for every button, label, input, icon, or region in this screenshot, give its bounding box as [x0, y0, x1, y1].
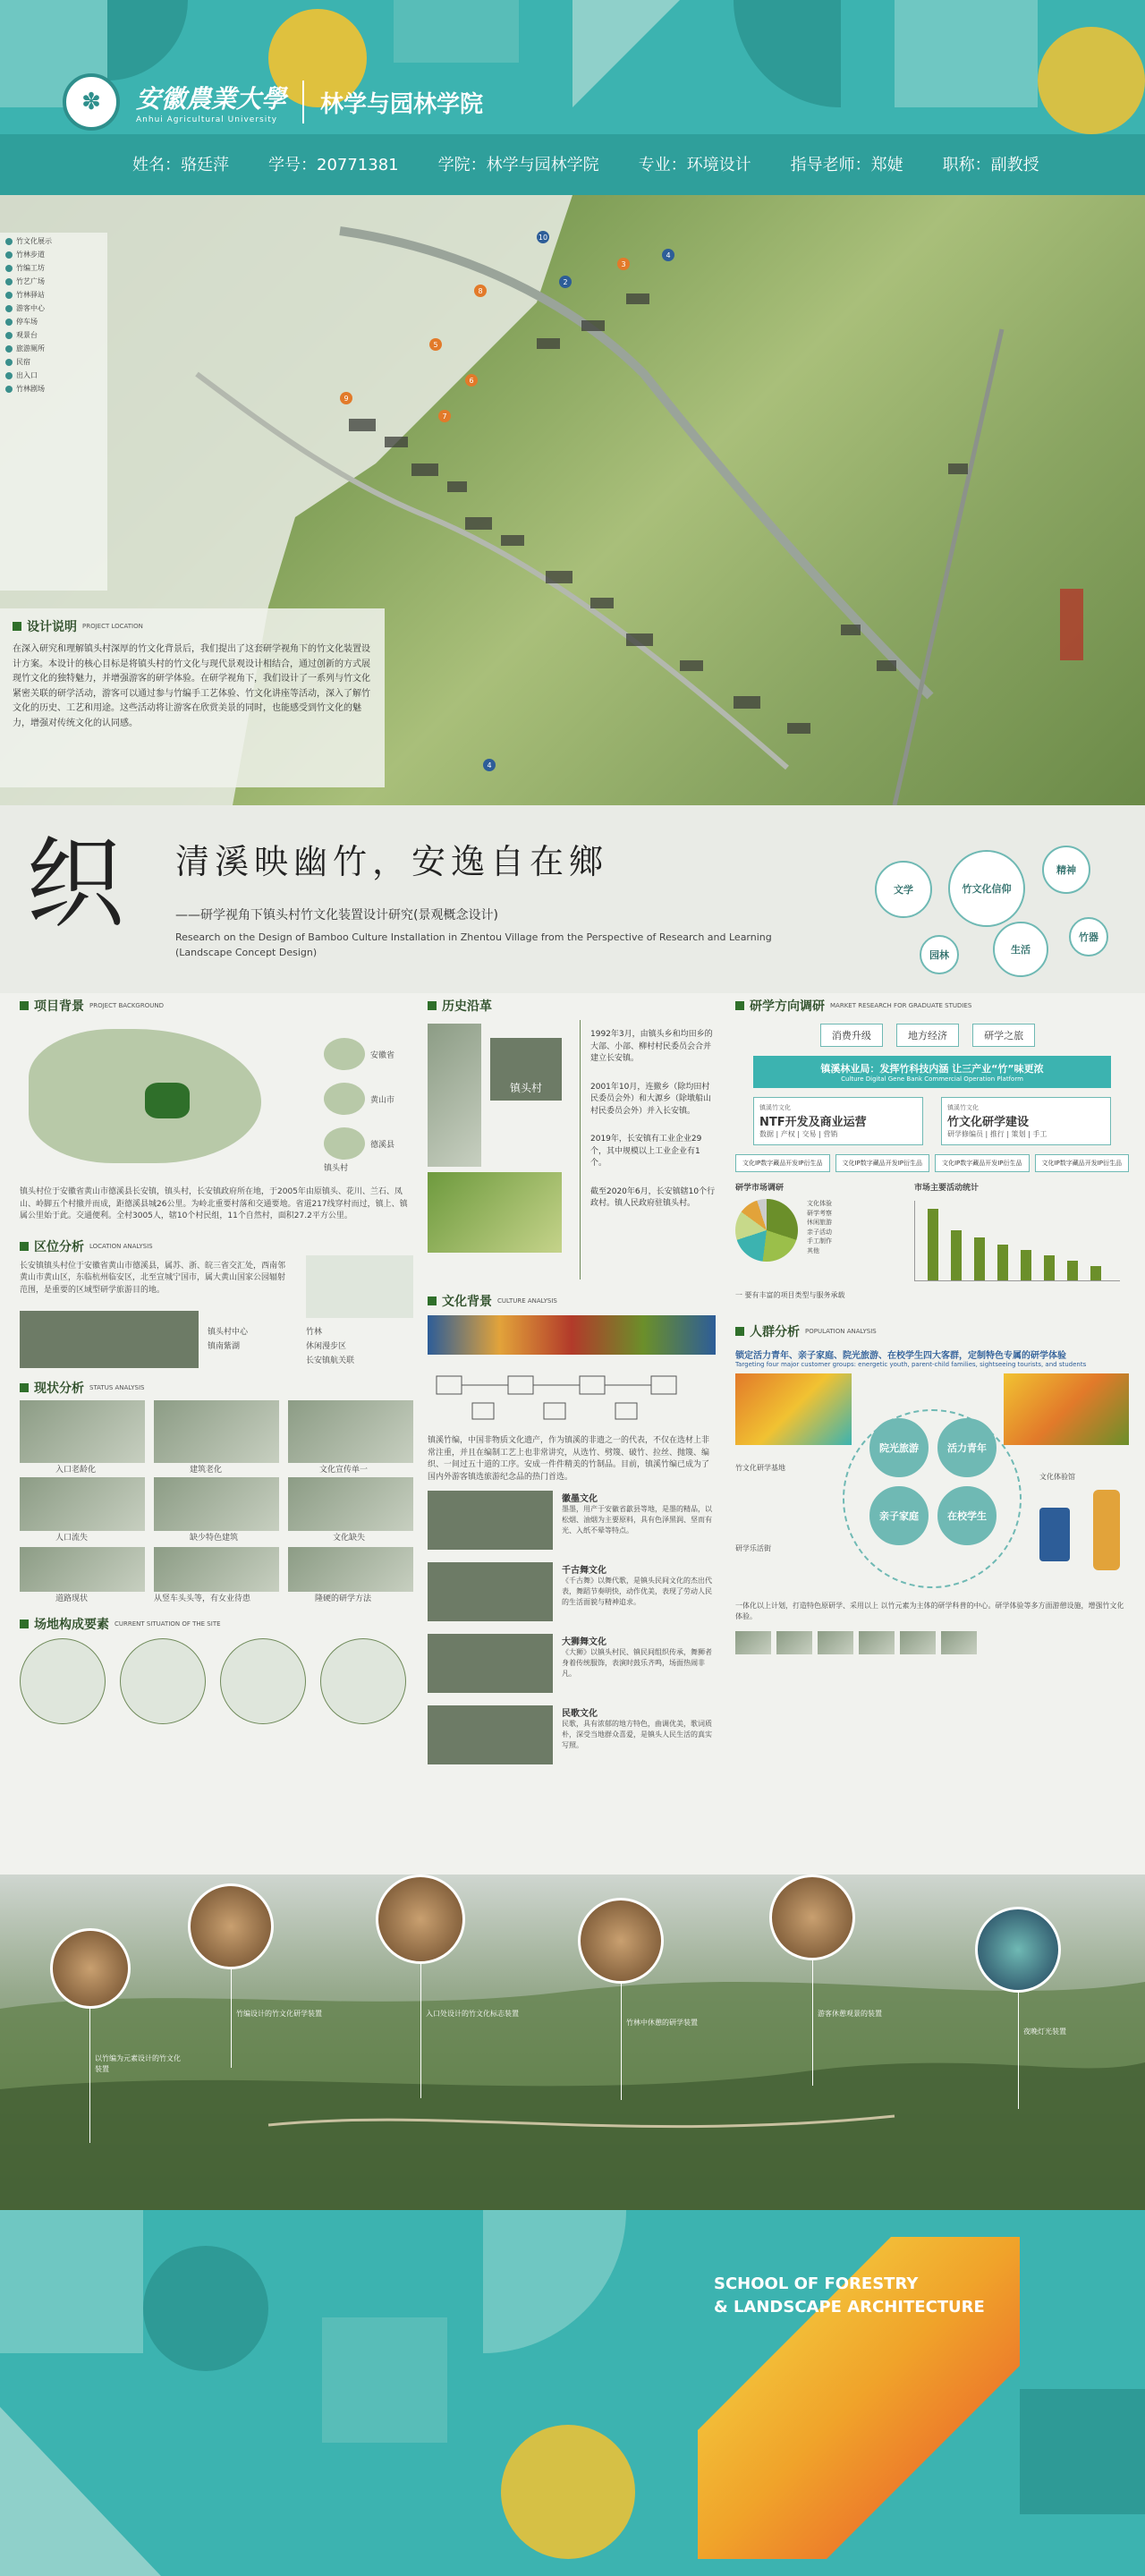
village-sign-photo: 镇头村	[490, 1038, 562, 1101]
map-pin[interactable]: 2	[559, 276, 572, 288]
culture-photo	[428, 1491, 553, 1550]
map-pin[interactable]: 9	[340, 392, 352, 404]
location-block	[20, 1255, 413, 1372]
population-note: 竹文化研学基地	[735, 1464, 785, 1472]
terrace-photo	[428, 1172, 562, 1253]
legend-item: 出入口	[5, 370, 102, 380]
section-title: 现状分析 STATUS ANALYSIS	[20, 1379, 413, 1397]
market-card: 文化IP数字藏品开发IP衍生品	[1035, 1154, 1130, 1172]
market-tag: 研学之旅	[972, 1024, 1035, 1047]
university-logo: ✽	[63, 73, 120, 131]
school-line: & LANDSCAPE ARCHITECTURE	[714, 2298, 985, 2317]
legend-marker	[5, 238, 13, 245]
callout-line	[812, 1960, 813, 2086]
legend-marker	[5, 319, 13, 326]
info-id: 学号：20771381	[268, 156, 399, 174]
legend-marker	[5, 251, 13, 259]
legend-item: 停车场	[5, 317, 102, 327]
status-photo	[154, 1477, 279, 1531]
installation-thumbnail	[376, 1875, 465, 1964]
culture-item: 千古舞文化 《千古舞》以舞代歌，是镇头民间文化的杰出代表，舞蹈节奏明快，动作优美，表现了劳动人民的生活面貌与精神追求。	[562, 1566, 712, 1606]
section-title: 项目背景 PROJECT BACKGROUND	[20, 997, 413, 1015]
chart-bar	[1044, 1255, 1055, 1280]
culture-banner	[428, 1315, 716, 1355]
pie-legend: 文化体验 研学考察 休闲旅游 亲子活动 手工制作 其他	[807, 1200, 832, 1254]
title-calligraphy: 织	[26, 827, 124, 941]
legend-marker	[5, 386, 13, 393]
pattern-tile	[107, 0, 188, 81]
chart-bar	[1090, 1266, 1101, 1280]
pattern-tile	[895, 0, 1038, 107]
chart-bar	[997, 1245, 1008, 1280]
location-label: 镇头村中心	[208, 1327, 249, 1337]
legend-marker	[5, 278, 13, 285]
market-cards	[735, 1154, 1129, 1172]
culture-photo	[428, 1705, 553, 1764]
market-boxes	[753, 1097, 1111, 1145]
analysis-section	[0, 993, 1145, 1875]
legend-item: 竹林剧场	[5, 384, 102, 394]
location-text: 长安镇镇头村位于安徽省黄山市德溪县，属苏、浙、皖三省交汇处，西南邻黄山市黄山区，东临杭州临安区，北至宣城宁国市，属大黄山国家公园辐射范围，是重要的区域型研学旅游目的地。	[20, 1261, 286, 1295]
status-photo	[288, 1477, 413, 1531]
map-label: 安徽省	[370, 1051, 395, 1060]
map-pin[interactable]: 6	[465, 374, 478, 387]
section-title: 场地构成要素 CURRENT SITUATION OF THE SITE	[20, 1615, 413, 1633]
sub-title: ——研学视角下镇头村竹文化装置设计研究(景观概念设计)	[175, 908, 498, 922]
legend-item: 竹编工坊	[5, 263, 102, 273]
university-name-en: Anhui Agricultural University	[136, 115, 278, 124]
pattern-tile	[572, 0, 680, 107]
family-illustration	[1004, 1373, 1129, 1445]
map-label: 镇头村	[324, 1164, 349, 1173]
chart-bar	[1067, 1261, 1078, 1280]
callout-line	[621, 1984, 622, 2100]
status-photo	[288, 1547, 413, 1592]
bar-chart-title: 市场主要活动统计	[914, 1184, 980, 1193]
status-photo	[20, 1547, 145, 1592]
installation-note: 入口处设计的竹文化标志装置	[426, 2010, 519, 2018]
legend-item: 游客中心	[5, 303, 102, 313]
installation-note: 夜晚灯光装置	[1023, 2028, 1066, 2036]
legend-item: 竹林步道	[5, 250, 102, 259]
pie-title: 研学市场调研	[735, 1184, 785, 1193]
callout-line	[231, 1969, 232, 2068]
legend-item: 观景台	[5, 330, 102, 340]
culture-photo	[428, 1562, 553, 1621]
market-tags	[735, 1024, 1129, 1047]
population-circle: 活力青年	[937, 1418, 997, 1477]
population-circle: 亲子家庭	[869, 1486, 929, 1545]
chart-bar	[951, 1230, 962, 1280]
header-banner	[0, 0, 1145, 195]
location-label: 竹林	[306, 1327, 323, 1337]
concept-bubble: 竹文化信仰	[948, 850, 1025, 927]
info-college: 学院：林学与园林学院	[437, 156, 599, 174]
installation-note: 游客休憩观景的装置	[818, 2010, 882, 2018]
population-headline: 锁定活力青年、亲子家庭、院光旅游、在校学生四大客群，定制特色专属的研学体验	[735, 1351, 1066, 1361]
pattern-tile	[0, 2210, 143, 2353]
pattern-tile	[394, 0, 519, 63]
concept-bubble: 竹器	[1069, 917, 1108, 956]
culture-text: 镇溪竹编，中国非物质文化遗产，作为镇溪的非遗之一的代表，不仅在选材上非常注重，并且在编制工艺上也非常讲究，从选竹、劈篾、破竹、拉丝、抛篾、编织、一间过五十道的工序。安成一件件精美的竹制品。目前，镇溪竹编已成为了国内外游客镇选旅游纪念品的热门首选。	[428, 1436, 710, 1482]
map-label: 黄山市	[370, 1096, 395, 1105]
photo-caption: 文化宣传单一	[319, 1465, 369, 1475]
info-major: 专业：环境设计	[638, 156, 751, 174]
map-pin[interactable]: 5	[429, 338, 442, 351]
youth-illustration	[735, 1373, 852, 1445]
installation-thumbnail	[769, 1875, 855, 1960]
reference-photos	[735, 1631, 1129, 1654]
site-diagram	[20, 1638, 106, 1724]
left-column	[20, 997, 413, 1728]
timeline-item: 1992年3月，由镇头乡和均田乡的大部、小部、柳村村民委员会合并建立长安镇。	[590, 1030, 713, 1063]
concept-bubble: 园林	[920, 935, 959, 974]
chart-bar	[1021, 1250, 1031, 1280]
reference-photo	[900, 1631, 936, 1654]
history-block	[428, 1020, 716, 1288]
legend-item: 旅游厕所	[5, 344, 102, 353]
university-name	[136, 80, 286, 124]
section-title: 人群分析 POPULATION ANALYSIS	[735, 1322, 1129, 1340]
pattern-tile	[322, 2317, 447, 2443]
legend-marker	[5, 332, 13, 339]
reference-photo	[941, 1631, 977, 1654]
legend-item: 民宿	[5, 357, 102, 367]
timeline-item: 2019年，长安镇有工业企业29个，其中规模以上工业企业有1个。	[590, 1135, 702, 1168]
school-name-en	[714, 2273, 985, 2319]
info-advisor: 指导老师：郑婕	[790, 156, 903, 174]
callout-line	[1018, 1993, 1019, 2109]
footer-banner	[0, 2210, 1145, 2576]
section-title: 文化背景 CULTURE ANALYSIS	[428, 1292, 716, 1310]
legend-item: 竹文化展示	[5, 236, 102, 246]
callout-line	[89, 2009, 90, 2143]
installation-thumbnail	[50, 1928, 131, 2009]
location-label: 长安镇航关联	[306, 1356, 355, 1365]
reference-photo	[859, 1631, 895, 1654]
photo-caption: 从竖车头头等，有女业待患	[154, 1594, 251, 1603]
installation-thumbnail	[975, 1907, 1061, 1993]
photo-caption: 文化缺失	[333, 1533, 366, 1543]
map-pin[interactable]: 4	[662, 249, 674, 261]
photo-caption: 入口老龄化	[55, 1465, 97, 1475]
province-map	[324, 1038, 365, 1070]
pattern-tile	[483, 2210, 626, 2353]
installation-note: 以竹编为元素设计的竹文化装置	[95, 2054, 181, 2073]
site-diagrams	[20, 1638, 413, 1728]
pattern-tile	[501, 2425, 635, 2559]
status-photos	[20, 1400, 413, 1606]
population-ring	[843, 1409, 1022, 1588]
middle-column	[428, 997, 716, 1777]
info-name: 姓名：骆廷萍	[132, 156, 229, 174]
pattern-tile	[0, 2407, 161, 2576]
design-description	[0, 608, 385, 787]
market-card: 文化IP数字藏品开发IP衍生品	[935, 1154, 1030, 1172]
callout-line	[420, 1964, 421, 2098]
brand	[63, 73, 483, 131]
reference-photo	[735, 1631, 771, 1654]
market-charts	[735, 1183, 1129, 1317]
terrain-rendering	[0, 1875, 1145, 2210]
status-photo	[20, 1400, 145, 1463]
school-line: SCHOOL OF FORESTRY	[714, 2274, 919, 2293]
population-headline-en: Targeting four major customer groups: energetic youth, parent-child families, sightseeing tourists, and students	[735, 1361, 1087, 1368]
right-column	[735, 997, 1129, 1654]
population-circle: 在校学生	[937, 1486, 997, 1545]
brand-divider	[302, 81, 304, 123]
timeline-item: 2001年10月，连撤乡（除均田村民委员会外）和大源乡（除墩船山村民委员会外）并入长安镇。	[590, 1082, 712, 1116]
status-photo	[154, 1547, 279, 1592]
map-legend	[0, 233, 107, 591]
background-text: 镇头村位于安徽省黄山市德溪县长安镇，镇头村，长安镇政府所在地，于2005年由原镇头、花川、兰石、凤山、岭脚五个村撤并而成，距德溪县城26公里。为岭北重要村落和交通要地。省道217线穿村而过，镇上、镇属公里始于此。交通便利。全村3005人，辖10个村民组，11个自然村，面积27.2平方公里。	[20, 1187, 408, 1220]
legend-marker	[5, 372, 13, 379]
aerial-photo	[20, 1311, 199, 1368]
timeline	[590, 1029, 716, 1227]
photo-caption: 隆硬的研学方法	[315, 1594, 372, 1603]
site-diagram	[120, 1638, 206, 1724]
market-tag: 消费升级	[820, 1024, 883, 1047]
map-label: 德溪县	[370, 1141, 395, 1150]
pattern-tile	[1038, 27, 1145, 134]
student-info	[132, 152, 1039, 175]
design-description-text: 在深入研究和理解镇头村深厚的竹文化背景后，我们提出了这套研学视角下的竹文化装置设计方案。本设计的核心目标是将镇头村的竹文化与现代景观设计相结合，通过创新的方式展现竹文化的独特魅力，并增强游客的研学体验。在研学视角下，我们设计了一系列与竹文化紧密关联的研学活动，游客可以通过参与竹编手工艺体验、竹文化讲座等活动，深入了解竹文化的历史、工艺和用途。这些活动将让游客在欣赏美景的同时，也能感受到竹文化的魅力，增强对传统文化的认同感。	[13, 644, 370, 728]
status-photo	[20, 1477, 145, 1531]
market-card: 文化IP数字藏品开发IP衍生品	[835, 1154, 930, 1172]
university-name-cn: 安徽農業大學	[136, 84, 287, 114]
market-banner: 镇溪林业局：发挥竹科技内涵 让三产业“竹”味更浓 Culture Digital Gene Bank Commercial Operation Platform	[753, 1056, 1111, 1088]
market-box: 镇溪竹文化 竹文化研学建设 研学修编员 | 推行 | 策划 | 手工	[941, 1097, 1111, 1145]
culture-photo	[428, 1634, 553, 1693]
history-map	[428, 1024, 481, 1167]
population-summary: 一体化以上计划，打造特色原研学、采用以上 以竹元素为主体的研学科普的中心。研学体验等多方面游憩设施，增强竹文化体验。	[735, 1602, 1124, 1620]
concept-bubble: 文学	[875, 861, 932, 918]
phone-icon	[1039, 1508, 1070, 1561]
photo-caption: 建筑老化	[190, 1465, 223, 1475]
status-photo	[154, 1400, 279, 1463]
market-box: 镇溪竹文化 NTF开发及商业运营 数据 | 产权 | 交易 | 营销	[753, 1097, 923, 1145]
location-label: 休闲漫步区	[306, 1341, 347, 1351]
college-name: 林学与园林学院	[320, 90, 484, 118]
culture-item: 大狮舞文化 《大狮》以镇头村民、镇民间组织传承，舞狮者身着传统服饰，表演时鼓乐齐鸣，场面热闹非凡。	[562, 1637, 712, 1678]
pattern-tile	[734, 0, 841, 107]
legend-item: 竹艺广场	[5, 276, 102, 286]
city-map	[324, 1083, 365, 1115]
timeline-axis	[580, 1020, 581, 1279]
population-circle: 院光旅游	[869, 1418, 929, 1477]
photo-caption: 缺少特色建筑	[190, 1533, 239, 1543]
legend-marker	[5, 292, 13, 299]
county-map	[324, 1127, 365, 1160]
population-diagram	[735, 1373, 1129, 1597]
section-title: 区位分析 LOCATION ANALYSIS	[20, 1237, 413, 1255]
site-diagram	[320, 1638, 406, 1724]
china-highlight	[145, 1083, 190, 1118]
installation-thumbnail	[578, 1898, 664, 1984]
photo-caption: 道路现状	[55, 1594, 89, 1603]
reference-photo	[776, 1631, 812, 1654]
pattern-tile	[143, 2246, 268, 2371]
legend-marker	[5, 345, 13, 353]
legend-item: 竹林驿站	[5, 290, 102, 300]
legend-marker	[5, 265, 13, 272]
activity-bar-chart	[914, 1201, 1120, 1281]
population-note: 研学乐活街	[735, 1544, 771, 1552]
status-photo	[288, 1400, 413, 1463]
background-map	[20, 1020, 413, 1181]
map-pin[interactable]: 4	[483, 759, 496, 771]
section-title: 历史沿革	[428, 997, 716, 1015]
population-note: 文化体验馆	[1039, 1473, 1075, 1481]
site-diagram	[220, 1638, 306, 1724]
research-pie-chart	[735, 1199, 798, 1262]
photo-caption: 人口流失	[55, 1533, 89, 1543]
reference-photo	[818, 1631, 853, 1654]
concept-bubble: 精神	[1042, 846, 1090, 894]
installation-note: 竹林中休憩的研学装置	[626, 2019, 698, 2027]
pie-caption: 一 要有丰富的项目类型与服务承载	[735, 1291, 845, 1299]
installation-thumbnail	[188, 1883, 274, 1969]
legend-marker	[5, 305, 13, 312]
pattern-tile	[1020, 2389, 1145, 2514]
giraffe-icon	[1093, 1490, 1120, 1570]
culture-items	[428, 1491, 716, 1777]
installation-note: 竹编设计的竹文化研学装置	[236, 2010, 322, 2018]
timeline-item: 截至2020年6月，长安镇辖10个行政村。镇人民政府驻镇头村。	[590, 1186, 716, 1208]
location-label: 镇南紫湖	[208, 1341, 241, 1351]
weaving-process-diagram	[428, 1358, 716, 1430]
section-title: 研学方向调研 MARKET RESEARCH FOR GRADUATE STUDIES	[735, 997, 1129, 1015]
info-title: 职称：副教授	[942, 156, 1039, 174]
market-tag: 地方经济	[896, 1024, 959, 1047]
section-title: 设计说明 PROJECT LOCATION	[13, 617, 372, 635]
aerial-rendering	[0, 1875, 1145, 2210]
concept-bubble: 生活	[993, 922, 1048, 977]
legend-marker	[5, 359, 13, 366]
map-pin[interactable]: 8	[474, 285, 487, 297]
main-title: 清溪映幽竹，安逸自在鄉	[175, 842, 609, 881]
map-pin[interactable]: 10	[537, 231, 549, 243]
culture-item: 民歌文化 民歌，具有浓郁的地方特色，曲调优美，歌词质朴，深受当地群众喜爱，是镇头人民生活的真实写照。	[562, 1709, 712, 1749]
chart-bar	[928, 1209, 938, 1280]
market-card: 文化IP数字藏品开发IP衍生品	[735, 1154, 830, 1172]
region-map	[306, 1255, 413, 1318]
chart-bar	[974, 1237, 985, 1280]
map-pin[interactable]: 3	[617, 258, 630, 270]
map-pin[interactable]: 7	[438, 410, 451, 422]
culture-item: 徽墨文化 墨墨，用产于安徽省歙县等地，是墨的精品，以松烟、油烟为主要原料，具有色泽黑润、坚而有光、入纸不晕等特点。	[562, 1494, 712, 1535]
english-title: Research on the Design of Bamboo Culture Installation in Zhentou Village from the Perspective of Research and Learning (Landscape Concept Design)	[175, 931, 772, 958]
